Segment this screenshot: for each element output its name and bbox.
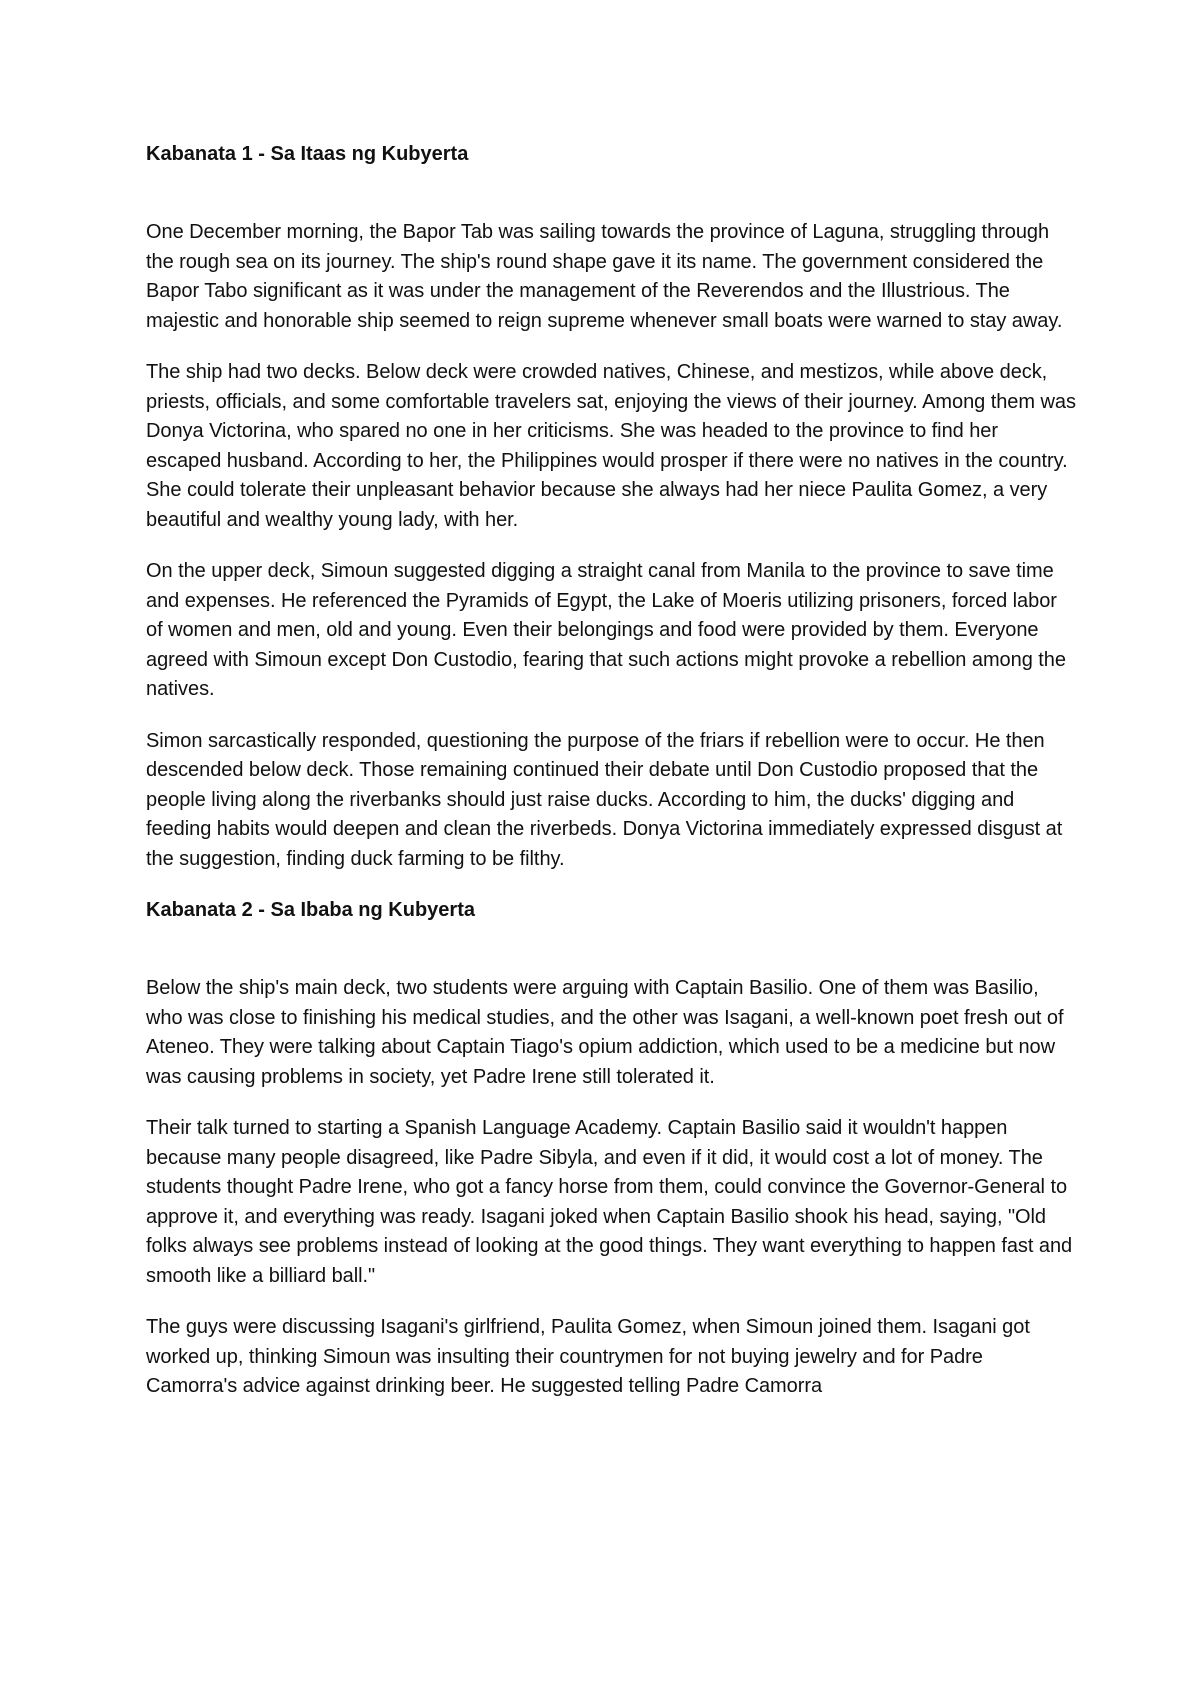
chapter-1-paragraph: The ship had two decks. Below deck were crowded natives, Chinese, and mestizos, while above deck, priests, officials, and some comfortable travelers sat, enjoying the views of their journey. Among them was Donya Victorina, who spared no one in her criticisms. She was headed to the province to find her escaped husband. According to her, the Philippines would prosper if there were no natives in the country. She could tolerate their unpleasant behavior because she always had her niece Paulita Gomez, a very beautiful and wealthy young lady, with her. (146, 361, 1076, 531)
chapter-1-title: Kabanata 1 - Sa Itaas ng Kubyerta (146, 143, 469, 165)
chapter-2-paragraph: Below the ship's main deck, two students were arguing with Captain Basilio. One of them was Basilio, who was close to finishing his medical studies, and the other was Isagani, a well-known poet fresh out of Ateneo. They were talking about Captain Tiago's opium addiction, which used to be a medicine but now was causing problems in society, yet Padre Irene still tolerated it. (146, 977, 1064, 1088)
chapter-2-title: Kabanata 2 - Sa Ibaba ng Kubyerta (146, 899, 475, 921)
chapter-1-paragraph: Simon sarcastically responded, questioning the purpose of the friars if rebellion were to occur. He then descended below deck. Those remaining continued their debate until Don Custodio proposed that the people living along the riverbanks should just raise ducks. According to him, the ducks' digging and feeding habits would deepen and clean the riverbeds. Donya Victorina immediately expressed disgust at the suggestion, finding duck farming to be filthy. (146, 729, 1063, 870)
chapter-1-paragraph: One December morning, the Bapor Tab was sailing towards the province of Laguna, struggling through the rough sea on its journey. The ship's round shape gave it its name. The government considered the Bapor Tabo significant as it was under the management of the Reverendos and the Illustrious. The majestic and honorable ship seemed to reign supreme whenever small boats were warned to stay away. (146, 221, 1063, 332)
chapter-2-paragraph: Their talk turned to starting a Spanish Language Academy. Captain Basilio said it wouldn't happen because many people disagreed, like Padre Sibyla, and even if it did, it would cost a lot of money. The students thought Padre Irene, who got a fancy horse from them, could convince the Governor-General to approve it, and everything was ready. Isagani joked when Captain Basilio shook his head, saying, "Old folks always see problems instead of looking at the good things. They want everything to happen fast and smooth like a billiard ball." (146, 1117, 1073, 1287)
chapter-2-paragraph: The guys were discussing Isagani's girlfriend, Paulita Gomez, when Simoun joined them. Isagani got worked up, thinking Simoun was insulting their countrymen for not buying jewelry and for Padre Camorra's advice against drinking beer. He suggested telling Padre Camorra (146, 1316, 1030, 1397)
chapter-1-paragraph: On the upper deck, Simoun suggested digging a straight canal from Manila to the province to save time and expenses. He referenced the Pyramids of Egypt, the Lake of Moeris utilizing prisoners, forced labor of women and men, old and young. Even their belongings and food were provided by them. Everyone agreed with Simoun except Don Custodio, fearing that such actions might provoke a rebellion among the natives. (146, 560, 1066, 700)
document-page (146, 140, 1076, 1424)
